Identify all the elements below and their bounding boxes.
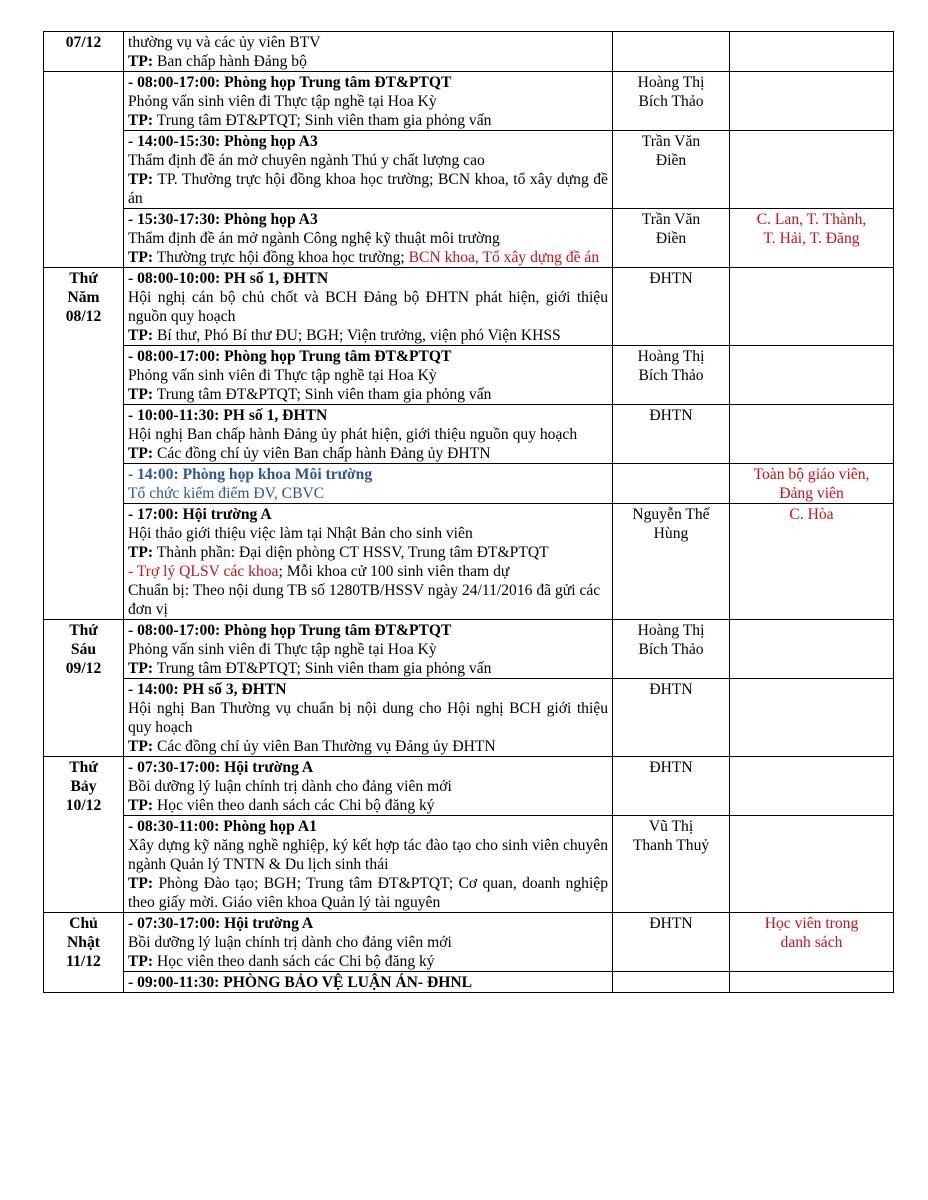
host-cell <box>613 757 730 816</box>
tp-label: TP: <box>128 660 154 677</box>
participants-cell <box>730 405 894 464</box>
table-row <box>44 209 894 268</box>
event-participants: Thường trực hội đồng khoa học trường; <box>156 249 409 266</box>
event-heading: - 09:00-11:30: PHÒNG BẢO VỆ LUẬN ÁN- ĐHNL <box>128 974 473 991</box>
day-label: Sáu <box>70 641 97 658</box>
day-label: Thứ <box>69 759 98 776</box>
event-participants: Trung tâm ĐT&PTQT; Sinh viên tham gia phỏng vấn <box>156 112 492 129</box>
host-cell <box>613 268 730 346</box>
content-cell <box>124 816 613 913</box>
event-description: Thẩm định đề án mở chuyên ngành Thú y chất lượng cao <box>128 152 485 169</box>
event-participants-highlight: BCN khoa, Tổ xây dựng đề án <box>408 249 600 266</box>
event-heading: - 08:00-17:00: Phòng họp Trung tâm ĐT&PTQT <box>128 74 452 91</box>
event-participants: Các đồng chí ủy viên Ban Thường vụ Đảng ủy ĐHTN <box>157 738 496 755</box>
day-cell <box>44 268 124 620</box>
table-row <box>44 504 894 620</box>
event-heading: - 15:30-17:30: Phòng họp A3 <box>128 211 318 228</box>
participant-names: C. Lan, T. Thành, <box>756 211 867 228</box>
host-name: Thanh Thuỷ <box>632 837 710 854</box>
participants-cell <box>730 268 894 346</box>
host-cell <box>613 72 730 131</box>
participants-cell <box>730 620 894 679</box>
event-heading: - 14:00: PH số 3, ĐHTN <box>128 681 287 698</box>
participant-names: danh sách <box>780 934 843 951</box>
host-cell <box>613 32 730 72</box>
day-date: 09/12 <box>65 660 102 677</box>
host-cell <box>613 131 730 209</box>
tp-label: TP: <box>128 171 154 188</box>
day-cell <box>44 32 124 72</box>
table-row <box>44 464 894 504</box>
tp-label: TP: <box>128 249 154 266</box>
tp-label: TP: <box>128 738 154 755</box>
day-date: 10/12 <box>65 797 102 814</box>
event-heading: - 10:00-11:30: PH số 1, ĐHTN <box>128 407 328 424</box>
participant-names: T. Hải, T. Đăng <box>763 230 860 247</box>
event-participants: Các đồng chí ủy viên Ban chấp hành Đảng ủy ĐHTN <box>157 445 491 462</box>
day-cell <box>44 913 124 993</box>
participant-names: Học viên trong <box>764 915 859 932</box>
table-row <box>44 131 894 209</box>
event-participants: Học viên theo danh sách các Chi bộ đăng ký <box>157 953 435 970</box>
event-description: Thẩm định đề án mở ngành Công nghệ kỹ thuật môi trường <box>128 230 500 247</box>
event-description: Hội nghị Ban chấp hành Đảng ủy phát hiện, giới thiệu nguồn quy hoạch <box>128 426 578 443</box>
host-name: Bích Thảo <box>638 93 704 110</box>
host-cell <box>613 816 730 913</box>
table-row <box>44 346 894 405</box>
host-cell <box>613 913 730 972</box>
participants-cell <box>730 816 894 913</box>
table-row <box>44 268 894 346</box>
participants-cell <box>730 464 894 504</box>
day-date: 11/12 <box>66 953 101 970</box>
day-label: Bảy <box>70 778 97 795</box>
event-description: Tổ chức kiểm điểm ĐV, CBVC <box>128 485 325 502</box>
host-cell <box>613 972 730 993</box>
participants-cell <box>730 972 894 993</box>
event-description: thường vụ và các ủy viên BTV <box>128 34 321 51</box>
participants-cell <box>730 504 894 620</box>
event-description: Bồi dưỡng lý luận chính trị dành cho đảng viên mới <box>128 778 452 795</box>
participant-names: Toàn bộ giáo viên, <box>753 466 870 483</box>
host-name: Điền <box>655 152 687 169</box>
event-heading: - 14:00: Phòng họp khoa Môi trường <box>128 466 373 483</box>
event-heading: - 17:00: Hội trường A <box>128 506 272 523</box>
event-description: Phỏng vấn sinh viên đi Thực tập nghề tại Hoa Kỳ <box>128 641 437 658</box>
content-cell <box>124 620 613 679</box>
content-cell <box>124 405 613 464</box>
host-name: Hoàng Thị <box>637 74 705 91</box>
table-row <box>44 405 894 464</box>
event-heading: - 08:00-17:00: Phòng họp Trung tâm ĐT&PTQT <box>128 622 452 639</box>
host-name: Trần Văn <box>641 211 701 228</box>
day-label: Thứ <box>69 270 98 287</box>
host-cell <box>613 405 730 464</box>
event-participants: Phòng Đào tạo; BGH; Trung tâm ĐT&PTQT; Cơ quan, doanh nghiệp theo giấy mời. Giáo viên khoa Quản lý tài nguyên <box>128 875 608 911</box>
event-description: Bồi dưỡng lý luận chính trị dành cho đảng viên mới <box>128 934 452 951</box>
host-cell <box>613 346 730 405</box>
table-row <box>44 679 894 757</box>
event-description: Hội nghị cán bộ chủ chốt và BCH Đảng bộ ĐHTN phát hiện, giới thiệu nguồn quy hoạch <box>128 289 608 325</box>
content-cell <box>124 32 613 72</box>
host-cell <box>613 620 730 679</box>
day-cell <box>44 72 124 268</box>
content-cell <box>124 268 613 346</box>
event-description: Hội thảo giới thiệu việc làm tại Nhật Bản cho sinh viên <box>128 525 473 542</box>
host-name: ĐHTN <box>649 407 693 424</box>
event-participants: Thành phần: Đại diện phòng CT HSSV, Trung tâm ĐT&PTQT <box>156 544 549 561</box>
event-note-highlight: - Trợ lý QLSV các khoa <box>128 563 279 580</box>
participants-cell <box>730 209 894 268</box>
participant-names: Đảng viên <box>779 485 844 502</box>
content-cell <box>124 757 613 816</box>
event-heading: - 07:30-17:00: Hội trường A <box>128 915 314 932</box>
host-name: Bích Thảo <box>638 641 704 658</box>
table-row <box>44 816 894 913</box>
host-name: Trần Văn <box>641 133 701 150</box>
participant-names: C. Hòa <box>789 506 834 523</box>
event-participants: Ban chấp hành Đảng bộ <box>157 53 307 70</box>
host-name: Hoàng Thị <box>637 348 705 365</box>
table-row <box>44 32 894 72</box>
day-label: Nhật <box>67 934 100 951</box>
host-name: ĐHTN <box>649 759 693 776</box>
tp-label: TP: <box>128 112 154 129</box>
content-cell <box>124 72 613 131</box>
host-name: Bích Thảo <box>638 367 704 384</box>
participants-cell <box>730 346 894 405</box>
participants-cell <box>730 32 894 72</box>
day-cell <box>44 757 124 913</box>
event-description: Hội nghị Ban Thường vụ chuẩn bị nội dung cho Hội nghị BCH giới thiệu quy hoạch <box>128 700 608 736</box>
schedule-table <box>43 31 894 993</box>
table-row <box>44 972 894 993</box>
host-cell <box>613 504 730 620</box>
event-participants: Học viên theo danh sách các Chi bộ đăng ký <box>157 797 435 814</box>
content-cell <box>124 131 613 209</box>
tp-label: TP: <box>128 386 154 403</box>
host-name: Hoàng Thị <box>637 622 705 639</box>
table-row <box>44 72 894 131</box>
host-name: Vũ Thị <box>648 818 694 835</box>
host-name: Điền <box>655 230 687 247</box>
participants-cell <box>730 757 894 816</box>
participants-cell <box>730 131 894 209</box>
host-cell <box>613 464 730 504</box>
table-row <box>44 620 894 679</box>
content-cell <box>124 913 613 972</box>
tp-label: TP: <box>128 797 154 814</box>
host-cell <box>613 209 730 268</box>
event-preparation: Chuẩn bị: Theo nội dung TB số 1280TB/HSSV ngày 24/11/2016 đã gửi các đơn vị <box>128 582 601 618</box>
day-label: Thứ <box>69 622 98 639</box>
event-heading: - 08:00-10:00: PH số 1, ĐHTN <box>128 270 329 287</box>
event-note: ; Mỗi khoa cử 100 sinh viên tham dự <box>278 563 510 580</box>
host-name: ĐHTN <box>649 681 693 698</box>
tp-label: TP: <box>128 953 154 970</box>
host-name: Hùng <box>653 525 689 542</box>
day-label: Chủ <box>69 915 98 932</box>
content-cell <box>124 346 613 405</box>
table-row <box>44 757 894 816</box>
participants-cell <box>730 679 894 757</box>
day-cell <box>44 620 124 757</box>
tp-label: TP: <box>128 544 154 561</box>
event-heading: - 07:30-17:00: Hội trường A <box>128 759 314 776</box>
event-heading: - 08:00-17:00: Phòng họp Trung tâm ĐT&PTQT <box>128 348 452 365</box>
content-cell <box>124 209 613 268</box>
day-date: 08/12 <box>65 308 102 325</box>
event-description: Phỏng vấn sinh viên đi Thực tập nghề tại Hoa Kỳ <box>128 93 437 110</box>
tp-label: TP: <box>128 445 154 462</box>
event-participants: Bí thư, Phó Bí thư ĐU; BGH; Viện trưởng, viện phó Viện KHSS <box>157 327 561 344</box>
content-cell <box>124 464 613 504</box>
event-participants: Trung tâm ĐT&PTQT; Sinh viên tham gia phỏng vấn <box>156 660 492 677</box>
participants-cell <box>730 913 894 972</box>
host-cell <box>613 679 730 757</box>
day-label: Năm <box>67 289 100 306</box>
tp-label: TP: <box>128 327 154 344</box>
event-description: Xây dựng kỹ năng nghề nghiệp, ký kết hợp tác đào tạo cho sinh viên chuyên ngành Quản lý TNTN & Du lịch sinh thái <box>128 837 608 873</box>
tp-label: TP: <box>128 875 154 892</box>
event-participants: Trung tâm ĐT&PTQT; Sinh viên tham gia phỏng vấn <box>156 386 492 403</box>
table-row <box>44 913 894 972</box>
host-name: ĐHTN <box>649 915 693 932</box>
host-name: Nguyễn Thế <box>632 506 710 523</box>
event-heading: - 14:00-15:30: Phòng họp A3 <box>128 133 318 150</box>
content-cell <box>124 679 613 757</box>
host-name: ĐHTN <box>649 270 693 287</box>
event-description: Phỏng vấn sinh viên đi Thực tập nghề tại Hoa Kỳ <box>128 367 437 384</box>
event-heading: - 08:30-11:00: Phòng họp A1 <box>128 818 317 835</box>
event-participants: TP. Thường trực hội đồng khoa học trường; BCN khoa, tổ xây dựng đề án <box>128 171 608 207</box>
tp-label: TP: <box>128 53 154 70</box>
content-cell <box>124 504 613 620</box>
content-cell <box>124 972 613 993</box>
participants-cell <box>730 72 894 131</box>
day-label: 07/12 <box>65 34 102 51</box>
